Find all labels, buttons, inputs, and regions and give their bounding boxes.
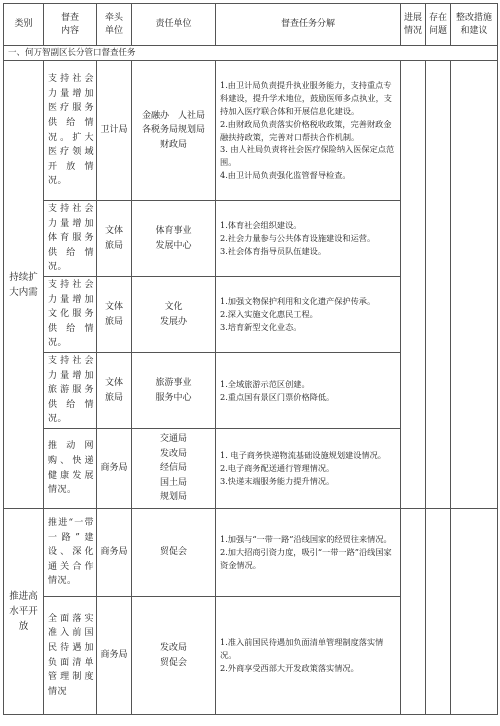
content-cell: 推动网购、快递健康发展情况。: [44, 429, 97, 509]
lead-unit-cell: 文体 旅局: [97, 201, 132, 277]
task-breakdown-cell: [216, 353, 401, 429]
responsible-unit-cell: 贸促会: [132, 509, 216, 597]
progress-cell: [401, 509, 426, 715]
section-row: [4, 46, 498, 61]
header-category: 类别: [4, 4, 44, 46]
responsible-unit-cell: 文化 发展办: [132, 277, 216, 353]
problems-cell: [426, 61, 451, 509]
task-item: 1.加强与“一带一路”沿线国家的经贸往来情况。: [220, 534, 392, 545]
task-item: 1.体育社会组织建设。: [220, 220, 302, 231]
task-item: 1.准入前国民待遇加负面清单管理制度落实情况。: [220, 637, 384, 661]
responsible-unit-cell: 发改局 贸促会: [132, 597, 216, 715]
category-cell: 持续扩 大内需: [4, 61, 44, 509]
task-item: 1.加强文物保护利用和文化遗产保护传承。: [220, 296, 376, 307]
task-item: 2.外商享受西部大开发政策落实情况。: [220, 662, 359, 673]
responsible-unit-cell: 交通局 发改局 经信局 国土局 规划局: [132, 429, 216, 509]
responsible-unit-cell: 体育事业 发展中心: [132, 201, 216, 277]
measures-cell: [451, 509, 498, 715]
task-item: 3.快递末端服务能力提升情况。: [220, 475, 335, 486]
responsible-unit-cell: 旅游事业 服务中心: [132, 353, 216, 429]
table-row: [4, 509, 498, 597]
task-item: 2.电子商务配送通行管理情况。: [220, 463, 335, 474]
task-item: 2.由财政局负责落实价格税收政策，完善财政金融扶持政策，完善对口帮扶合作机制。: [220, 118, 392, 142]
supervision-task-table: [3, 3, 498, 715]
task-item: 2.加大招商引资力度，吸引“一带一路”沿线国家资金情况。: [220, 547, 392, 570]
task-item: 2.重点国有景区门票价格降低。: [220, 391, 335, 402]
task-breakdown-cell: [216, 509, 401, 597]
measures-cell: [451, 61, 498, 509]
responsible-unit-cell: 金融办 人社局 各税务局规划局 财政局: [132, 61, 216, 201]
lead-unit-cell: 文体 旅局: [97, 353, 132, 429]
header-problems: 存在 问题: [426, 4, 451, 46]
task-item: 2.深入实施文化惠民工程。: [220, 309, 318, 320]
problems-cell: [426, 509, 451, 715]
lead-unit-cell: 卫计局: [97, 61, 132, 201]
header-lead-unit: 牵头 单位: [97, 4, 132, 46]
content-cell: 支持社会力量增加文化服务供给情况。: [44, 277, 97, 353]
lead-unit-cell: 商务局: [97, 509, 132, 597]
content-cell: 支持社会力量增加体育服务供给情况。: [44, 201, 97, 277]
task-item: 3. 由人社局负责将社会医疗保险纳入医保定点范围。: [220, 144, 395, 168]
task-item: 2.社会力量参与公共体育设施建设和运营。: [220, 233, 376, 244]
task-breakdown-cell: [216, 61, 401, 201]
lead-unit-cell: 商务局: [97, 429, 132, 509]
task-breakdown-cell: [216, 597, 401, 715]
task-item: 1.全域旅游示范区创建。: [220, 378, 310, 389]
header-task-breakdown: 督查任务分解: [216, 4, 401, 46]
section-title: 一、何万智副区长分管口督查任务: [4, 46, 498, 61]
header-measures: 整改措施 和建议: [451, 4, 498, 46]
header-row: [4, 4, 498, 46]
task-item: 1.由卫计局负责提升执业服务能力，支持重点专科建设，提升学术地位，鼓励医师多点执业，支持加入医疗联合体和开展信息化建设。: [220, 80, 392, 116]
table-row: [4, 61, 498, 201]
task-item: 1. 电子商务快递物流基础设施规划建设情况。: [220, 450, 386, 461]
task-breakdown-cell: [216, 429, 401, 509]
task-breakdown-cell: [216, 277, 401, 353]
progress-cell: [401, 61, 426, 509]
lead-unit-cell: 商务局: [97, 597, 132, 715]
content-cell: 支持社会力量增加医疗服务供给情况。扩大医疗领域开放情况。: [44, 61, 97, 201]
content-cell: 推进“一带一路”建设、深化通关合作情况。: [44, 509, 97, 597]
task-item: 3.培育新型文化业态。: [220, 321, 302, 332]
content-cell: 全面落实准入前国民待遇加负面清单管理制度情况: [44, 597, 97, 715]
lead-unit-cell: 文体 旅局: [97, 277, 132, 353]
header-progress: 进展 情况: [401, 4, 426, 46]
header-responsible-unit: 责任单位: [132, 4, 216, 46]
header-content: 督查 内容: [44, 4, 97, 46]
category-cell: 推进高 水平开 放: [4, 509, 44, 715]
task-item: 4.由卫计局负责强化监管督导检查。: [220, 169, 351, 180]
content-cell: 支持社会力量增加旅游服务供给情况。: [44, 353, 97, 429]
task-item: 3.社会体育指导员队伍建设。: [220, 245, 327, 256]
task-breakdown-cell: [216, 201, 401, 277]
